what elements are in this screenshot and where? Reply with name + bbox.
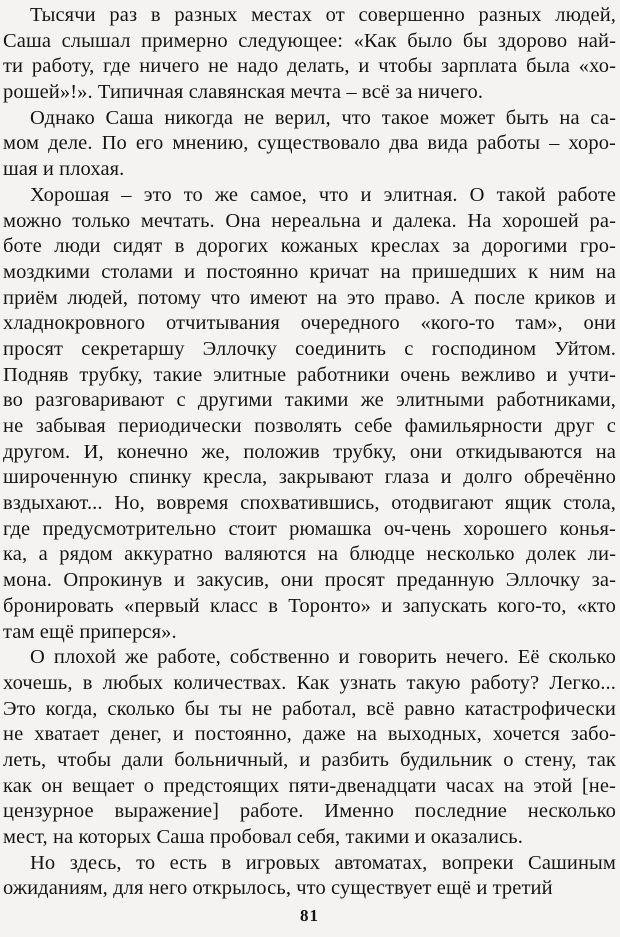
text-line: ожиданиям, для него открылось, что существует ещё и третий	[3, 877, 553, 900]
text-line: хочешь, в любых количествах. Как узнать такую работу? Легко...	[3, 671, 616, 694]
text-line: Подняв трубку, такие элитные работники очень вежливо и учти-	[3, 363, 616, 386]
text-line: приём людей, потому что имеют на это право. А после криков и	[3, 286, 616, 309]
text-line: шая и плохая.	[3, 158, 125, 181]
text-line: моздкими столами и постоянно кричат на пришедших к ним на	[3, 260, 616, 283]
text-line: не забывая периодически позволять себе фамильярности друг с	[3, 415, 616, 437]
text-line: Хорошая – это то же самое, что и элитная. О такой работе	[30, 183, 616, 206]
text-line: цензурное выражение] работе. Именно последние несколько	[3, 800, 616, 823]
text-line: ка, а рядом аккуратно валяются на блюдце несколько долек ли-	[3, 543, 616, 566]
text-line: не хватает денег, и постоянно, даже на выходных, хочется забо-	[3, 723, 616, 746]
text-line: Однако Саша никогда не верил, что такое может быть на са-	[30, 106, 616, 129]
text-line: вздыхают... Но, вовремя спохватившись, отодвигают ящик стола,	[3, 492, 616, 515]
text-line: Это когда, сколько бы ты не работал, всё равно катастрофически	[3, 697, 616, 720]
page-text	[3, 3, 616, 902]
text-line: мона. Опрокинув и закусив, они просят преданную Эллочку за-	[3, 569, 616, 592]
text-line: О плохой же работе, собственно и говорить нечего. Её сколько	[30, 646, 616, 669]
text-line: просят секретаршу Эллочку соединить с господином Уйтом.	[3, 337, 616, 360]
text-line: леть, чтобы дали больничный, и разбить будильник о стену, так	[3, 748, 616, 771]
text-line: можно только мечтать. Она нереальна и далека. На хорошей ра-	[3, 209, 616, 232]
text-line: где предусмотрительно стоит рюмашка оч-чень хорошего конья-	[3, 517, 616, 540]
text-line: как он вещает о предстоящих пяти-двенадцати часах на этой [не-	[3, 774, 616, 797]
text-line: мест, на которых Саша пробовал себя, такими и оказались.	[3, 826, 523, 848]
text-line: широченную спинку кресла, закрывают глаза и долго обречённо	[3, 466, 616, 489]
text-line: бронировать «первый класс в Торонто» и запускать кого-то, «кто	[3, 594, 616, 617]
text-line: хладнокровного отчитывания очередного «кого-то там», они	[3, 312, 616, 335]
text-line: рошей»!». Типичная славянская мечта – всё за ничего.	[3, 81, 484, 104]
text-line: Саша слышал примерно следующее: «Как было бы здорово най-	[3, 29, 616, 52]
page-number: 81	[300, 906, 319, 926]
text-line: мом деле. По его мнению, существовало два вида работы – хоро-	[3, 132, 616, 155]
text-line: другом. И, конечно же, положив трубку, они откидываются на	[3, 440, 616, 463]
text-line: там ещё приперся».	[3, 620, 177, 643]
text-line: ти работу, где ничего не надо делать, и чтобы зарплата была «хо-	[3, 55, 616, 78]
text-line: Тысячи раз в разных местах от совершенно разных людей,	[30, 4, 616, 26]
text-line: во разговаривают с другими такими же элитными работниками,	[3, 389, 616, 412]
text-line: боте люди сидят в дорогих кожаных креслах за дорогими гро-	[3, 235, 616, 258]
text-line: Но здесь, то есть в игровых автоматах, вопреки Сашиным	[30, 851, 616, 874]
